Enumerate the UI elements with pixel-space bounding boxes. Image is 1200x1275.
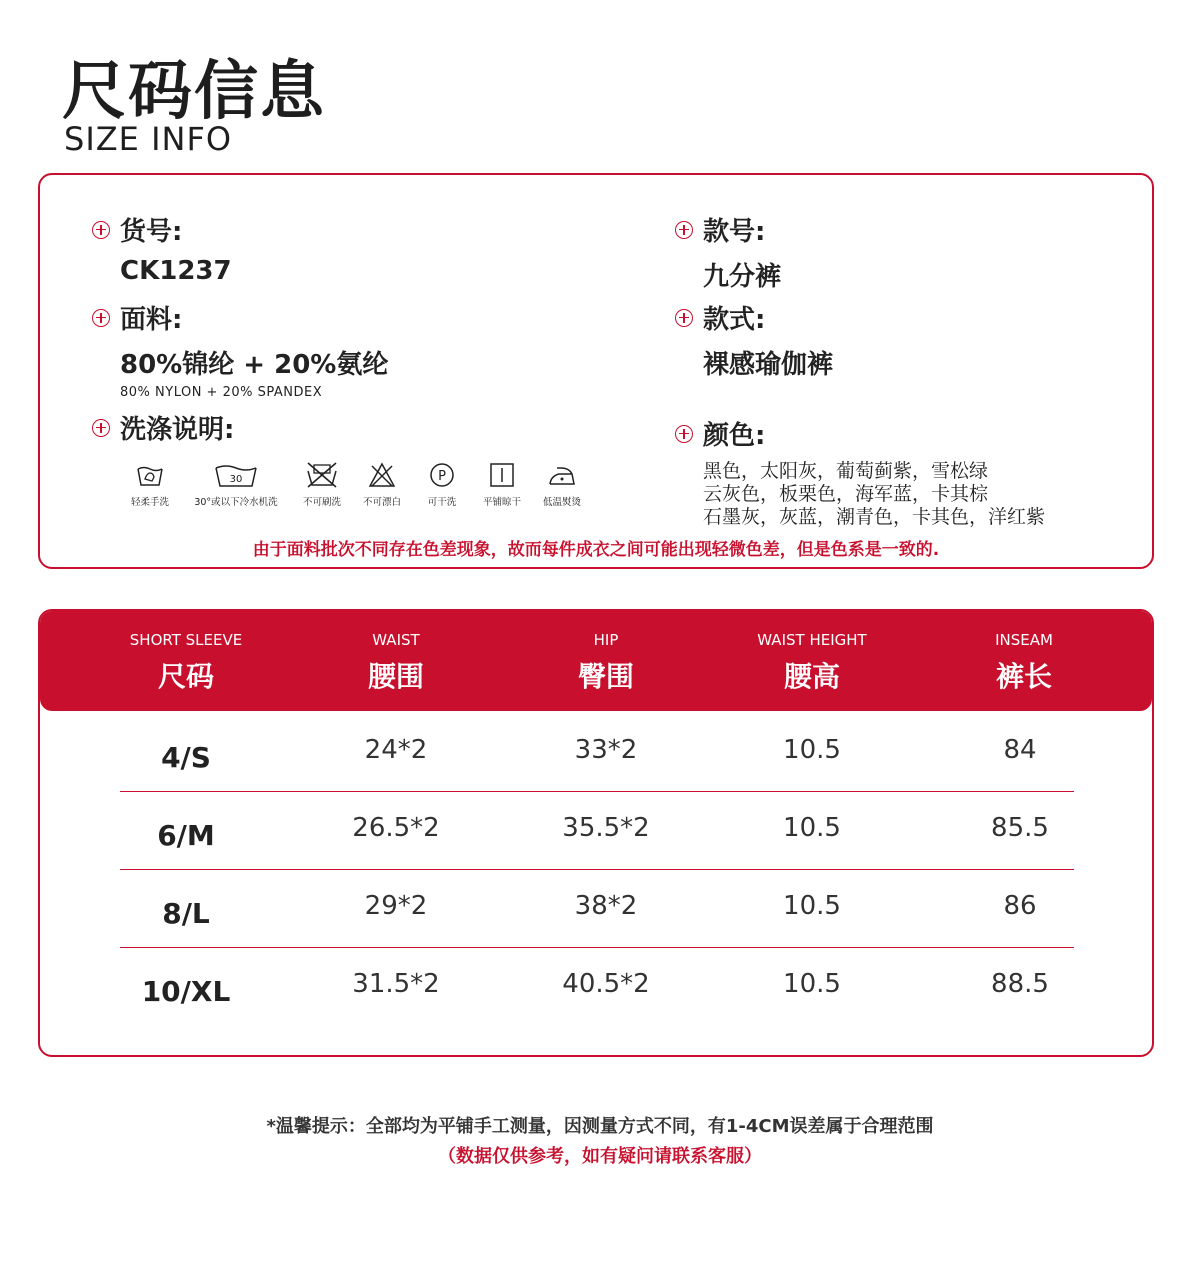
- size-table: [38, 609, 1154, 1057]
- header-en: HIP: [593, 631, 619, 649]
- circle-plus-icon: [675, 425, 693, 443]
- header-size: [86, 631, 286, 695]
- hip-cell: 35.5*2: [562, 813, 650, 843]
- item-number-value: CK1237: [120, 256, 232, 286]
- size-table-header: [40, 611, 1152, 711]
- color-line: 云灰色，板栗色，海军蓝，卡其棕: [703, 483, 989, 505]
- color-field: [675, 415, 1045, 529]
- waist-height-cell: 10.5: [783, 735, 841, 765]
- header-en: WAIST HEIGHT: [757, 631, 867, 649]
- inseam-cell: 88.5: [991, 969, 1049, 999]
- no-bleach-icon: [368, 462, 396, 488]
- table-row: [120, 949, 1074, 1025]
- inseam-cell: 85.5: [991, 813, 1049, 843]
- waist-height-cell: 10.5: [783, 969, 841, 999]
- style-number-label: 款号:: [703, 217, 766, 247]
- care-label: 轻柔手洗: [130, 497, 169, 508]
- style-number-value: 九分裤: [703, 262, 782, 292]
- table-row: [120, 793, 1074, 870]
- care-label: 不可刷洗: [302, 497, 341, 508]
- dry-flat-icon: [489, 462, 515, 488]
- hand-wash-icon: [136, 463, 164, 487]
- care-label: 低温熨烫: [542, 497, 581, 508]
- dry-clean-p-icon: [428, 461, 456, 489]
- wash-label: 洗涤说明:: [120, 415, 235, 445]
- color-line: 黑色，太阳灰，葡萄蓟紫，雪松绿: [703, 460, 989, 482]
- care-label: 不可漂白: [362, 497, 401, 508]
- circle-plus-icon: [92, 419, 110, 437]
- circle-plus-icon: [92, 309, 110, 327]
- no-brush-icon: [304, 461, 340, 489]
- size-cell: 6/M: [157, 819, 215, 852]
- hip-cell: 38*2: [574, 891, 638, 921]
- header-cn: 腰高: [783, 660, 840, 693]
- page-subtitle: SIZE INFO: [64, 120, 233, 158]
- circle-plus-icon: [675, 309, 693, 327]
- waist-cell: 29*2: [364, 891, 428, 921]
- color-difference-notice: 由于面料批次不同存在色差现象，故而每件成衣之间可能出现轻微色差，但是色系是一致的.: [252, 540, 940, 560]
- header-cn: 尺码: [157, 660, 214, 693]
- color-list: [703, 460, 1045, 529]
- size-cell: 4/S: [161, 741, 211, 774]
- circle-plus-icon: [92, 221, 110, 239]
- hip-cell: 40.5*2: [562, 969, 650, 999]
- waist-cell: 31.5*2: [352, 969, 440, 999]
- care-label: 平铺晾干: [482, 497, 521, 508]
- reference-disclaimer: （数据仅供参考，如有疑问请联系客服）: [438, 1146, 762, 1167]
- fabric-english: 80% NYLON + 20% SPANDEX: [120, 385, 323, 400]
- color-line: 石墨灰，灰蓝，潮青色，卡其色，洋红紫: [703, 506, 1046, 528]
- header-en: INSEAM: [995, 631, 1053, 649]
- wash-instructions-field: [92, 409, 234, 446]
- style-label: 款式:: [703, 305, 766, 335]
- fabric-value: 80%锦纶 + 20%氨纶: [120, 350, 389, 380]
- product-info-card: [38, 173, 1154, 569]
- header-en: SHORT SLEEVE: [129, 631, 243, 649]
- header-cn: 臀围: [577, 660, 634, 693]
- machine-wash-30-icon: [214, 462, 258, 488]
- care-dry-clean: [412, 460, 472, 508]
- fabric-label: 面料:: [120, 305, 183, 335]
- circle-plus-icon: [675, 221, 693, 239]
- header-en: WAIST: [372, 631, 420, 649]
- style-value: 裸感瑜伽裤: [703, 350, 834, 380]
- header-cn: 裤长: [995, 660, 1052, 693]
- care-iron-low: [532, 460, 592, 508]
- fabric-field: [92, 299, 388, 400]
- care-machine-wash: [180, 460, 292, 508]
- care-label: 可干洗: [427, 497, 457, 508]
- waist-height-cell: 10.5: [783, 813, 841, 843]
- care-dry-flat: [472, 460, 532, 508]
- size-cell: 8/L: [162, 897, 210, 930]
- inseam-cell: 86: [1003, 891, 1037, 921]
- header-inseam: [924, 631, 1124, 695]
- item-number-field: [92, 211, 232, 286]
- iron-low-icon: [547, 462, 577, 488]
- header-waist: [296, 631, 496, 695]
- inseam-cell: 84: [1003, 735, 1037, 765]
- care-icons: [120, 460, 592, 508]
- care-label: 30°或以下冷水机洗: [194, 497, 278, 508]
- care-no-brush: [292, 460, 352, 508]
- waist-height-cell: 10.5: [783, 891, 841, 921]
- header-cn: 腰围: [367, 660, 424, 693]
- page-title: 尺码信息: [62, 55, 326, 129]
- wash-temp-text: 30: [229, 474, 243, 485]
- measurement-tip: *温馨提示：全部均为平铺手工测量，因测量方式不同，有1-4CM误差属于合理范围: [266, 1116, 934, 1137]
- table-row: [120, 871, 1074, 948]
- style-number-field: [675, 211, 781, 293]
- dry-clean-letter: P: [438, 469, 446, 484]
- size-cell: 10/XL: [141, 975, 231, 1008]
- header-hip: [506, 631, 706, 695]
- waist-cell: 24*2: [364, 735, 428, 765]
- table-row: [120, 715, 1074, 792]
- waist-cell: 26.5*2: [352, 813, 440, 843]
- item-number-label: 货号:: [120, 217, 183, 247]
- style-field: [675, 299, 833, 381]
- color-label: 颜色:: [703, 421, 766, 451]
- header-waist-height: [712, 631, 912, 695]
- care-hand-wash: [120, 460, 180, 508]
- hip-cell: 33*2: [574, 735, 638, 765]
- care-no-bleach: [352, 460, 412, 508]
